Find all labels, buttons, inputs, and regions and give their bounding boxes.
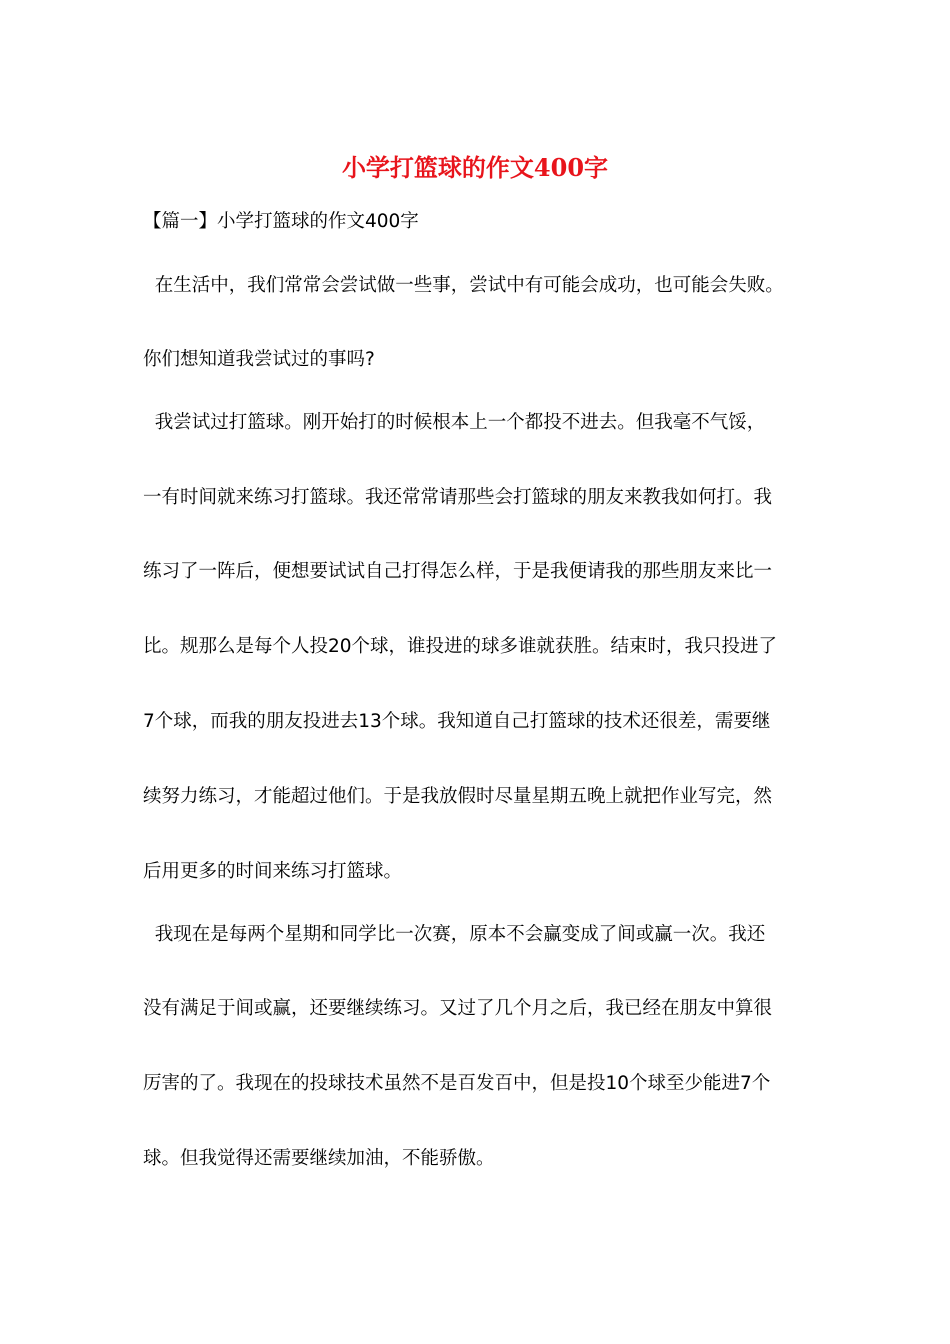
body-line: 后用更多的时间来练习打篮球。	[143, 861, 403, 882]
body-line: 续努力练习，才能超过他们。于是我放假时尽量星期五晚上就把作业写完，然	[143, 786, 773, 807]
body-line: 厉害的了。我现在的投球技术虽然不是百发百中，但是投10个球至少能进7个	[143, 1073, 771, 1094]
body-line: 7个球，而我的朋友投进去13个球。我知道自己打篮球的技术还很差，需要继	[143, 711, 771, 732]
body-line: 比。规那么是每个人投20个球，谁投进的球多谁就获胜。结束时，我只投进了	[143, 636, 778, 657]
body-line: 你们想知道我尝试过的事吗?	[143, 349, 375, 370]
body-line: 在生活中，我们常常会尝试做一些事，尝试中有可能会成功，也可能会失败。	[143, 275, 784, 296]
body-line: 没有满足于间或赢，还要继续练习。又过了几个月之后，我已经在朋友中算很	[143, 998, 773, 1019]
body-line: 练习了一阵后，便想要试试自己打得怎么样，于是我便请我的那些朋友来比一	[143, 561, 773, 582]
body-line: 一有时间就来练习打篮球。我还常常请那些会打篮球的朋友来教我如何打。我	[143, 487, 773, 508]
document-title: 小学打篮球的作文400字	[341, 153, 609, 182]
body-line: 我现在是每两个星期和同学比一次赛，原本不会赢变成了间或赢一次。我还	[143, 924, 766, 945]
section-heading: 【篇一】小学打篮球的作文400字	[143, 211, 419, 232]
body-line: 球。但我觉得还需要继续加油，不能骄傲。	[143, 1148, 495, 1169]
body-line: 我尝试过打篮球。刚开始打的时候根本上一个都投不进去。但我毫不气馁，	[143, 412, 766, 433]
